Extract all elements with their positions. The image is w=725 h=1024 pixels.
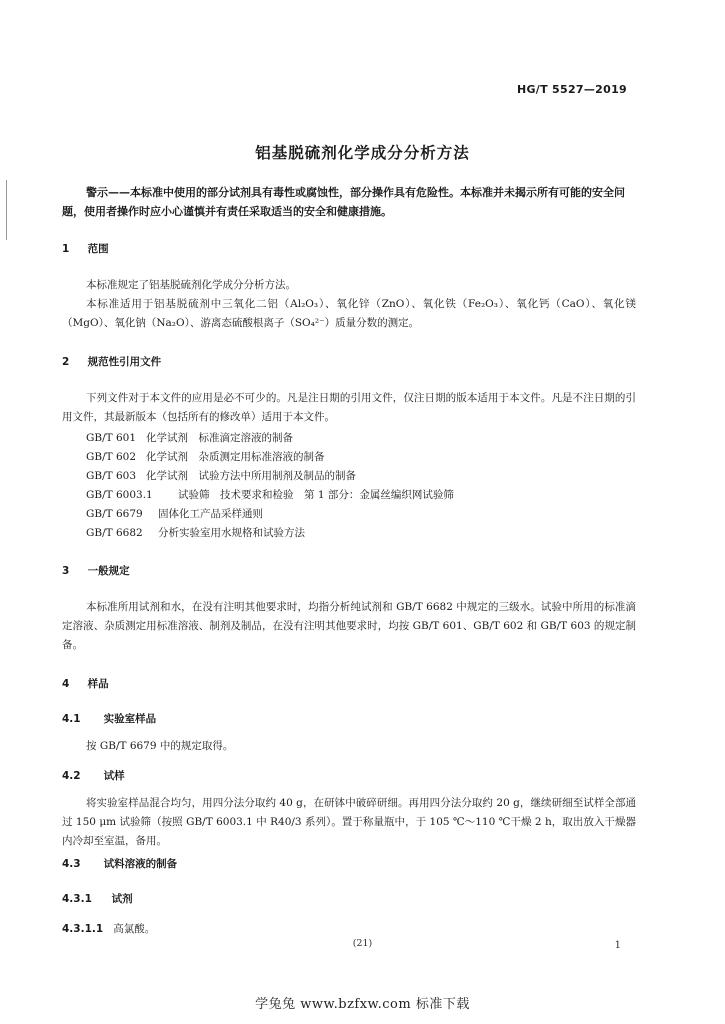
clause-4-3-1-1 bbox=[62, 921, 155, 936]
scan-edge-mark bbox=[6, 180, 7, 240]
section-number: 4.3.1 bbox=[62, 893, 92, 905]
warning-paragraph: 警示——本标准中使用的部分试剂具有毒性或腐蚀性，部分操作具有危险性。本标准并未揭示所有可能的安全问题，使用者操作时应小心谨慎并有责任采取适当的安全和健康措施。 bbox=[62, 186, 625, 218]
section-heading-4-3-1 bbox=[62, 891, 133, 906]
clause-number: 4.3.1.1 bbox=[62, 923, 104, 935]
reference-code: GB/T 603 bbox=[86, 470, 137, 482]
section-heading-4-1 bbox=[62, 711, 156, 726]
reference-title: 试验筛 技术要求和检验 第 1 部分：金属丝编织网试验筛 bbox=[178, 489, 454, 501]
reference-title: 化学试剂 标准滴定溶液的制备 bbox=[146, 432, 293, 444]
reference-item bbox=[86, 525, 305, 540]
section-number: 2 bbox=[62, 356, 70, 368]
references-intro-paragraph: 下列文件对于本文件的应用是必不可少的。凡是注日期的引用文件，仅注日期的版本适用于本文件。凡是不注日期的引用文件，其最新版本（包括所有的修改单）适用于本文件。 bbox=[62, 392, 636, 423]
section-heading-4-3 bbox=[62, 856, 177, 871]
standard-code: HG/T 5527—2019 bbox=[516, 83, 627, 96]
reference-code: GB/T 6003.1 bbox=[86, 489, 153, 501]
section-title: 范围 bbox=[87, 243, 109, 255]
watermark-text: 学兔兔 www.bzfxw.com 标准下载 bbox=[255, 997, 470, 1012]
section-heading-1 bbox=[62, 241, 109, 256]
section-number: 3 bbox=[62, 565, 70, 577]
reference-title: 分析实验室用水规格和试验方法 bbox=[158, 527, 305, 539]
section-number: 4.1 bbox=[62, 713, 81, 725]
section-number: 4.3 bbox=[62, 858, 81, 870]
test-sample-paragraph: 将实验室样品混合均匀，用四分法分取约 40 g，在研钵中破碎研细。再用四分法分取约 20 g，继续研细至试样全部通过 150 μm 试验筛（按照 GB/T 6003.1 中 R40/3 系列）。置于称量瓶中，于 105 ℃～110 ℃干燥 2 h，取出放入干燥器内冷却至室温，备用。 bbox=[62, 797, 636, 847]
section-title: 试样 bbox=[103, 770, 125, 782]
reference-item bbox=[86, 449, 325, 464]
section-title: 样品 bbox=[87, 678, 109, 690]
reference-code: GB/T 6679 bbox=[86, 508, 143, 520]
section-title: 规范性引用文件 bbox=[87, 356, 162, 368]
reference-title: 固体化工产品采样通则 bbox=[158, 508, 263, 520]
section-heading-3 bbox=[62, 563, 130, 578]
section-number: 4 bbox=[62, 678, 70, 690]
reference-code: GB/T 602 bbox=[86, 451, 137, 463]
reference-title: 化学试剂 试验方法中所用制剂及制品的制备 bbox=[146, 470, 356, 482]
reference-title: 化学试剂 杂质测定用标准溶液的制备 bbox=[146, 451, 325, 463]
section-heading-2 bbox=[62, 354, 161, 369]
section-title: 一般规定 bbox=[87, 565, 130, 577]
lab-sample-paragraph: 按 GB/T 6679 中的规定取得。 bbox=[86, 740, 234, 752]
general-provisions-paragraph: 本标准所用试剂和水，在没有注明其他要求时，均指分析纯试剂和 GB/T 6682 中规定的三级水。试验中所用的标准滴定溶液、杂质测定用标准溶液、制剂及制品，在没有注明其他要求时，均按 GB/T 601、GB/T 602 和 GB/T 603 的规定制备。 bbox=[62, 601, 636, 651]
reference-code: GB/T 6682 bbox=[86, 527, 143, 539]
section-heading-4 bbox=[62, 676, 109, 691]
footer-center-mark: (21) bbox=[352, 938, 373, 949]
scope-paragraph-1: 本标准规定了铝基脱硫剂化学成分分析方法。 bbox=[86, 279, 296, 291]
reference-item bbox=[86, 468, 356, 483]
reference-code: GB/T 601 bbox=[86, 432, 137, 444]
section-number: 4.2 bbox=[62, 770, 81, 782]
reference-item bbox=[86, 487, 454, 502]
reference-item bbox=[86, 506, 263, 521]
section-title: 试剂 bbox=[111, 893, 133, 905]
section-title: 实验室样品 bbox=[103, 713, 157, 725]
reference-item bbox=[86, 430, 293, 445]
section-heading-4-2 bbox=[62, 768, 125, 783]
clause-text: 高氯酸。 bbox=[113, 923, 156, 935]
section-title: 试料溶液的制备 bbox=[103, 858, 178, 870]
page-number: 1 bbox=[614, 940, 621, 951]
section-number: 1 bbox=[62, 243, 70, 255]
document-title: 铝基脱硫剂化学成分分析方法 bbox=[255, 144, 470, 162]
scope-paragraph-2: 本标准适用于铝基脱硫剂中三氧化二铝（Al₂O₃）、氧化锌（ZnO）、氧化铁（Fe₂O₃）、氧化钙（CaO）、氧化镁（MgO）、氧化钠（Na₂O）、游离态硫酸根离子（SO₄²⁻）质量分数的测定。 bbox=[62, 298, 636, 329]
